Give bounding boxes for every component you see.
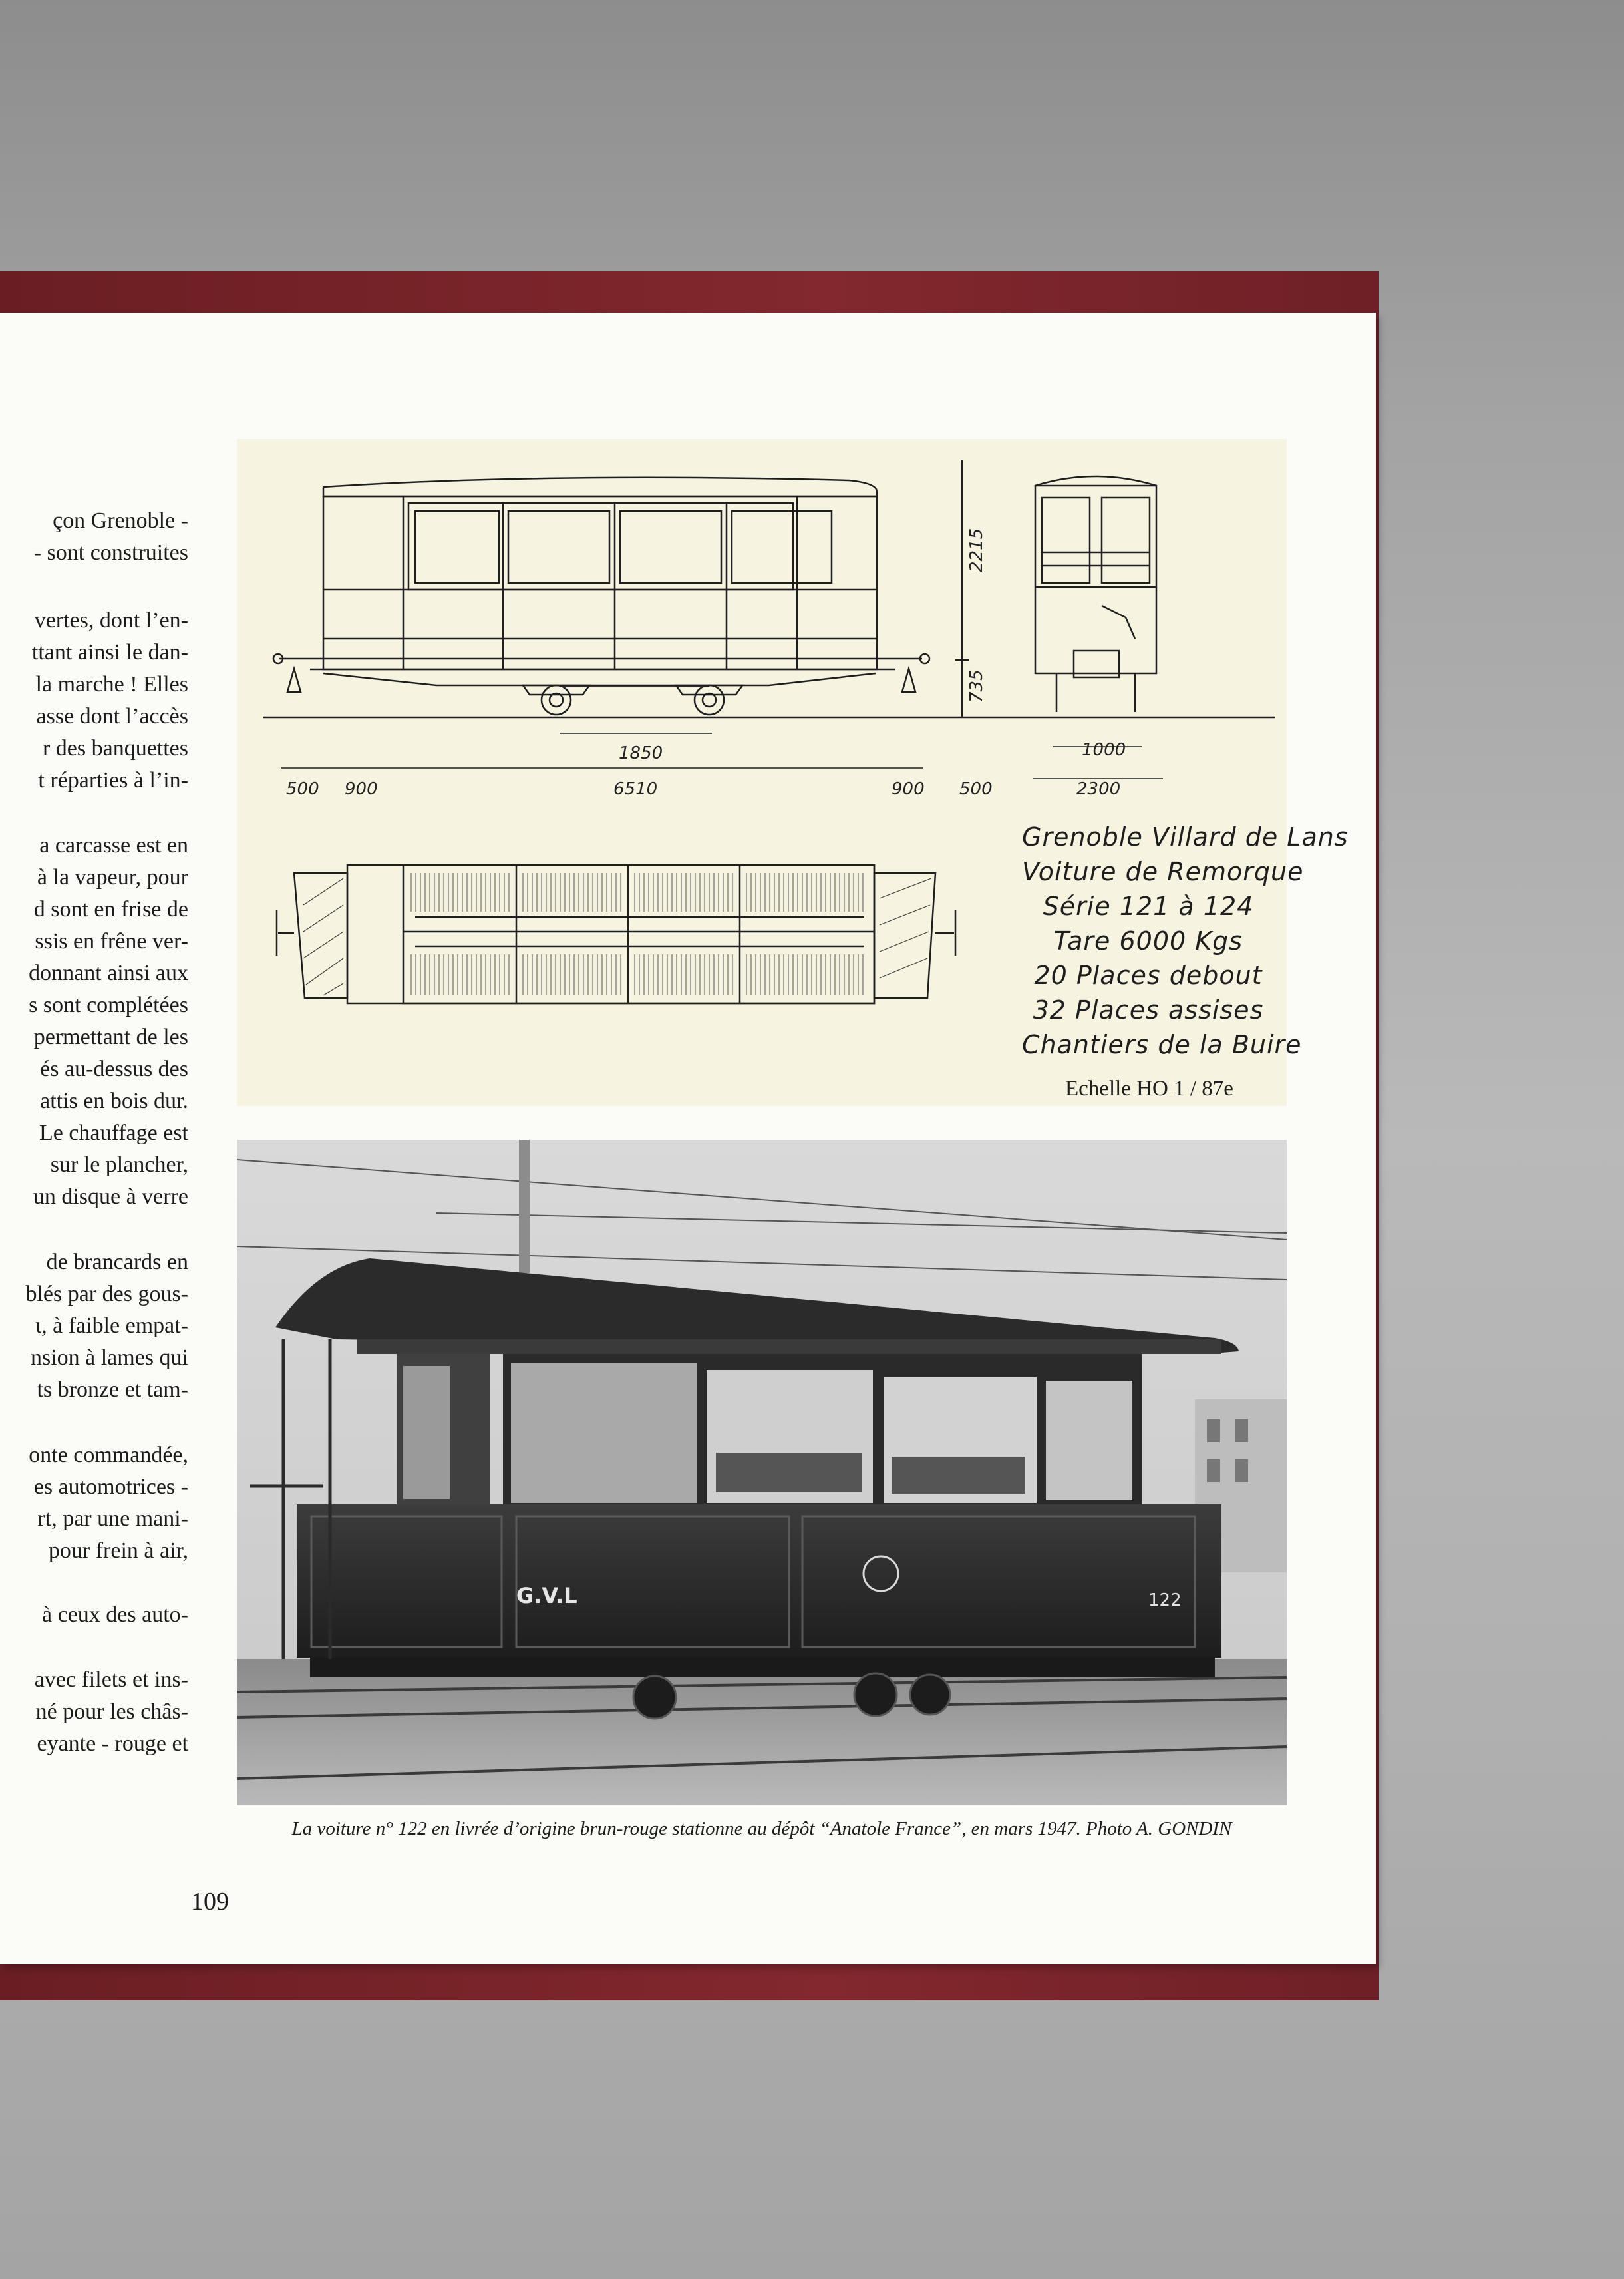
body-text-line: à la vapeur, pour	[37, 865, 188, 890]
dim-height-upper: 2215	[967, 528, 987, 572]
body-text-line: avec filets et ins-	[34, 1667, 188, 1692]
car-lettering: G.V.L	[516, 1583, 577, 1608]
dim-width: 2300	[1076, 779, 1121, 799]
body-text-line: Le chauffage est	[39, 1121, 188, 1145]
body-text-line: la marche ! Elles	[35, 672, 188, 697]
body-text-line: d sont en frise de	[33, 897, 188, 922]
body-text-line: sur le plancher,	[50, 1152, 188, 1177]
dim-900-right: 900	[892, 779, 925, 799]
body-text-line: à ceux des auto-	[42, 1602, 188, 1627]
dim-height-lower: 735	[967, 669, 987, 703]
body-text-line: eyante - rouge et	[37, 1731, 188, 1756]
legend-line: Chantiers de la Buire	[1022, 1030, 1302, 1059]
legend-line: 32 Places assises	[1033, 995, 1264, 1025]
car-number: 122	[1148, 1590, 1182, 1610]
body-text-line: un disque à verre	[33, 1184, 188, 1209]
dim-total-length: 6510	[613, 779, 658, 799]
body-text-line: çon Grenoble -	[53, 508, 188, 533]
drawing-scale: Echelle HO 1 / 87e	[1065, 1077, 1233, 1101]
body-text-line: donnant ainsi aux	[29, 961, 188, 985]
dim-500-right: 500	[959, 779, 993, 799]
body-text-line: t réparties à l’in-	[38, 768, 188, 792]
body-text-line: pour frein à air,	[48, 1538, 188, 1563]
body-text-line: asse dont l’accès	[36, 704, 188, 729]
body-text-line: attis en bois dur.	[40, 1089, 188, 1113]
book-page	[0, 313, 1376, 1964]
body-text-line: vertes, dont l’en-	[34, 608, 188, 633]
body-text-line: rt, par une mani-	[37, 1506, 188, 1531]
legend-line: Voiture de Remorque	[1022, 857, 1304, 886]
body-text-line: es automotrices -	[33, 1475, 188, 1499]
body-text-line: r des banquettes	[42, 736, 188, 761]
photo-caption: La voiture n° 122 en livrée d’origine brun-rouge stationne au dépôt “Anatole France”, en mars 1947. Photo A. GONDIN	[291, 1818, 1232, 1839]
body-text-line: blés par des gous-	[25, 1282, 188, 1306]
dim-900-left: 900	[345, 779, 378, 799]
body-text-line: onte commandée,	[29, 1443, 188, 1467]
body-text-line: de brancards en	[46, 1250, 188, 1274]
page-number: 109	[191, 1888, 229, 1916]
dim-wheelbase: 1850	[619, 743, 663, 763]
body-text-line: ts bronze et tam-	[37, 1377, 188, 1402]
dim-500-left: 500	[286, 779, 319, 799]
body-text-line: ɩ, à faible empat-	[35, 1314, 188, 1338]
body-text-line: és au-dessus des	[40, 1057, 188, 1081]
body-text-line: s sont complétées	[29, 993, 188, 1017]
legend-line: Tare 6000 Kgs	[1053, 926, 1243, 956]
body-text-line: a carcasse est en	[39, 833, 188, 858]
body-text-line: ttant ainsi le dan-	[31, 640, 188, 665]
technical-drawing-plate	[237, 439, 1349, 1106]
tram-trailer-photo	[237, 1140, 1287, 1805]
body-text-column	[0, 313, 190, 1843]
body-text-line: permettant de les	[33, 1025, 188, 1049]
legend-line: Grenoble Villard de Lans	[1022, 822, 1349, 852]
legend-line: Série 121 à 124	[1043, 892, 1254, 921]
dim-track: 1000	[1082, 740, 1126, 760]
body-text-line: ssis en frêne ver-	[35, 929, 188, 954]
body-text-line: nsion à lames qui	[30, 1345, 188, 1370]
body-text-line: né pour les châs-	[35, 1699, 188, 1724]
body-text-line: - sont construites	[33, 540, 188, 565]
drawing-legend	[1022, 820, 1349, 1062]
legend-line: 20 Places debout	[1034, 961, 1263, 990]
